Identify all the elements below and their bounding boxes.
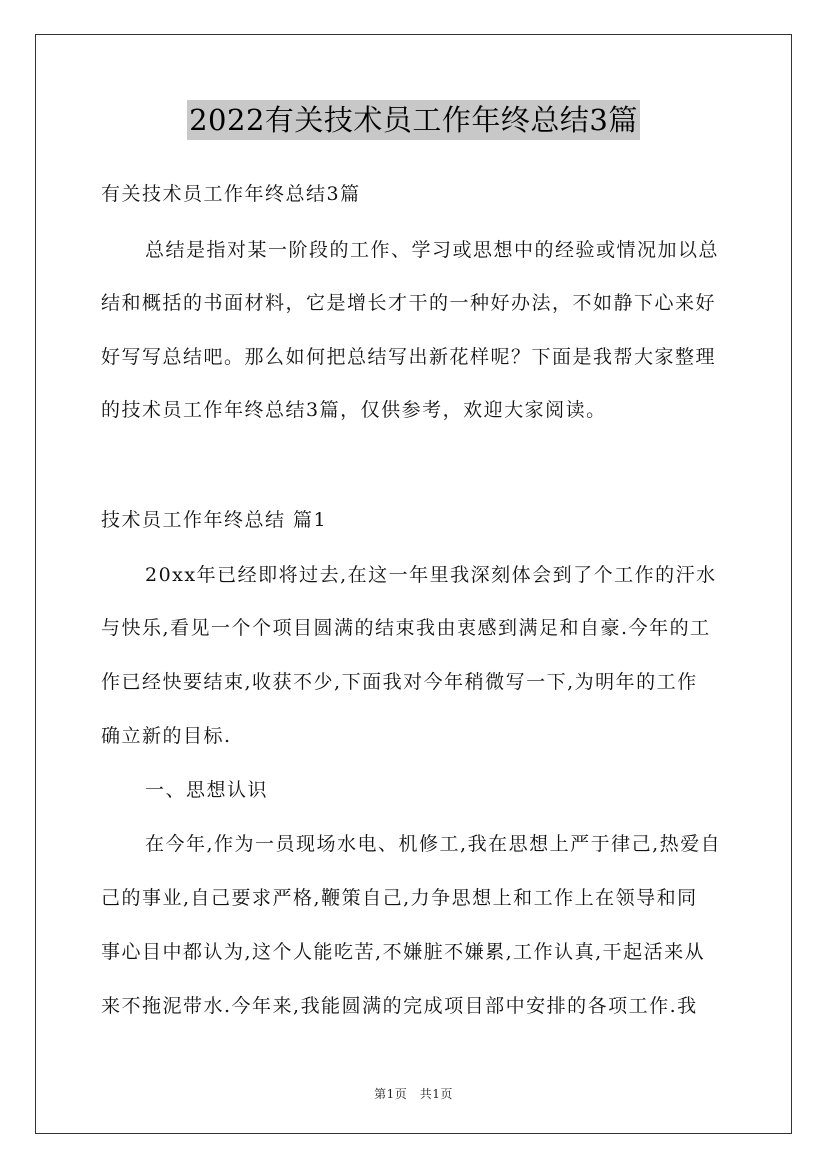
subtitle-line: 有关技术员工作年终总结3篇 — [101, 183, 361, 205]
paragraph-line: 来不拖泥带水.今年来,我能圆满的完成项目部中安排的各项工作.我 — [101, 995, 698, 1017]
paragraph-line: 与快乐,看见一个个项目圆满的结束我由衷感到满足和自豪.今年的工 — [101, 617, 711, 639]
paragraph-line: 在今年,作为一员现场水电、机修工,我在思想上严于律己,热爱自 — [145, 833, 722, 855]
paragraph-line: 事心目中都认为,这个人能吃苦,不嫌脏不嫌累,工作认真,干起活来从 — [101, 941, 706, 963]
subsection-heading: 一、思想认识 — [145, 779, 269, 801]
paragraph-line: 己的事业,自己要求严格,鞭策自己,力争思想上和工作上在领导和同 — [101, 887, 698, 909]
paragraph-line: 总结是指对某一阶段的工作、学习或思想中的经验或情况加以总 — [145, 239, 720, 261]
page-number-footer: 第1页 共1页 — [374, 1087, 453, 1101]
paragraph-line: 好写写总结吧。那么如何把总结写出新花样呢？下面是我帮大家整理 — [101, 346, 717, 368]
section-heading: 技术员工作年终总结 篇1 — [101, 509, 328, 531]
paragraph-line: 结和概括的书面材料，它是增长才干的一种好办法，不如静下心来好 — [101, 292, 717, 314]
paragraph-line: 确立新的目标. — [101, 725, 232, 747]
paragraph-line: 20xx年已经即将过去,在这一年里我深刻体会到了个工作的汗水 — [145, 564, 717, 586]
paragraph-line: 的技术员工作年终总结3篇，仅供参考，欢迎大家阅读。 — [101, 399, 607, 421]
document-title: 2022有关技术员工作年终总结3篇 — [187, 100, 640, 140]
title-container — [0, 100, 827, 140]
paragraph-line: 作已经快要结束,收获不少,下面我对今年稍微写一下,为明年的工作 — [101, 671, 698, 693]
